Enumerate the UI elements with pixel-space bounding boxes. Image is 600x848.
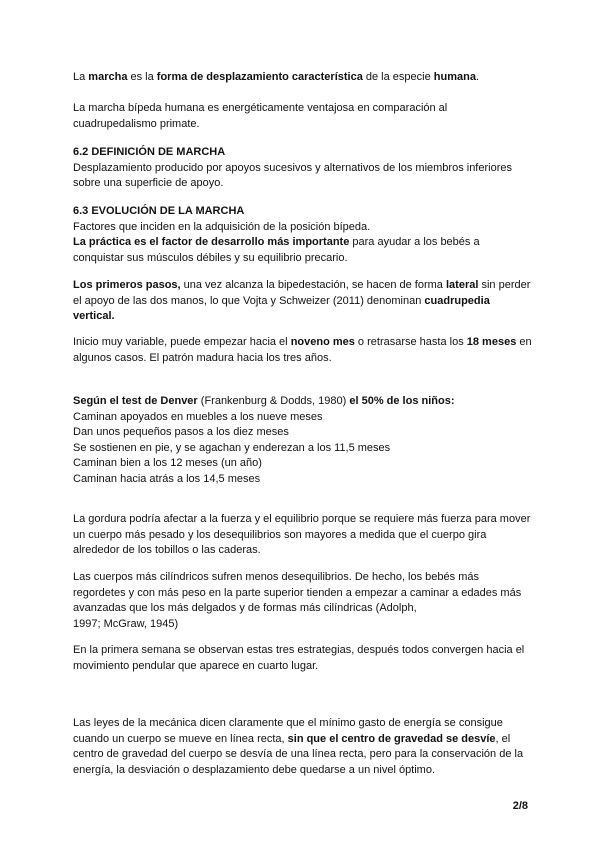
- section-body: Desplazamiento producido por apoyos sucesivos y alternativos de los miembros inferiores sobre una superficie de apoyo.: [73, 161, 512, 189]
- paragraph-body-shape: [73, 570, 533, 632]
- text: de la especie: [362, 71, 434, 83]
- paragraph-onset: [73, 335, 533, 366]
- bold-text: cuadrupedia vertical.: [73, 294, 490, 322]
- list-item: Dan unos pequeños pasos a los diez meses: [73, 426, 289, 438]
- text: una vez alcanza la bipedestación, se hacen de forma: [180, 279, 446, 291]
- bold-text: forma de desplazamiento característica: [156, 71, 363, 83]
- intro-paragraph: [73, 70, 533, 86]
- denver-list: [73, 394, 533, 487]
- text: o retrasarse hasta los: [354, 336, 467, 348]
- text: (Frankenburg & Dodds, 1980): [197, 395, 350, 407]
- list-item: Caminan bien a los 12 meses (un año): [73, 457, 262, 469]
- text: Las cuerpos más cilíndricos sufren menos desequilibrios. De hecho, los bebés más regordetes y con más peso en la parte superior tienden a empezar a caminar a edades más avanzadas que los más delgados y de formas más cilíndricas (Adolph,: [73, 571, 522, 614]
- text: para ayudar a los bebés a conquistar sus músculos débiles y su equilibrio precario.: [73, 236, 480, 264]
- bold-text: Según el test de Denver: [73, 395, 198, 407]
- bold-text: 18 meses: [466, 336, 517, 348]
- section-6-2: [73, 145, 533, 192]
- text: es la: [127, 71, 157, 83]
- section-line: Factores que inciden en la adquisición de la posición bípeda.: [73, 220, 371, 233]
- bold-text: marcha: [88, 71, 128, 83]
- section-heading: 6.3 EVOLUCIÓN DE LA MARCHA: [73, 205, 245, 217]
- bold-text: humana: [433, 71, 476, 83]
- text: , el centro de gravedad del cuerpo se desvía de una línea recta, pero para la conservación de la energía, la desviación o desplazamiento debe quedarse a un nivel óptimo.: [73, 732, 524, 776]
- text: Inicio muy variable, puede empezar hacia el: [73, 336, 291, 348]
- paragraph-mechanics: [73, 716, 533, 778]
- paragraph-bipedal: La marcha bípeda humana es energéticamente ventajosa en comparación al cuadrupedalismo primate.: [73, 102, 448, 130]
- bold-text: Los primeros pasos,: [73, 279, 181, 291]
- section-6-3: [73, 204, 533, 266]
- text: en algunos casos. El patrón madura hacia los tres años.: [73, 336, 532, 364]
- bold-text: el 50% de los niños:: [349, 395, 455, 407]
- bold-text: lateral: [446, 279, 479, 291]
- text: La: [73, 71, 89, 83]
- denver-title: [73, 394, 533, 410]
- list-item: Se sostienen en pie, y se agachan y enderezan a los 11,5 meses: [73, 441, 391, 454]
- bold-text: La práctica es el factor de desarrollo más importante: [73, 236, 350, 248]
- paragraph-strategies: En la primera semana se observan estas tres estrategias, después todos convergen hacia el movimiento pendular que aparece en cuarto lugar.: [73, 644, 525, 672]
- text: .: [475, 71, 480, 83]
- page-number: 2/8: [512, 800, 528, 812]
- section-heading: 6.2 DEFINICIÓN DE MARCHA: [73, 146, 226, 158]
- list-item: Caminan hacia atrás a los 14,5 meses: [73, 472, 261, 485]
- paragraph-weight: La gordura podría afectar a la fuerza y el equilibrio porque se requiere más fuerza para mover un cuerpo más pesado y los desequilibrios son mayores a medida que el cuerpo gira alrededor de los tobillos o las caderas.: [73, 513, 531, 556]
- bold-text: sin que el centro de gravedad se desvíe: [287, 732, 496, 745]
- text: sin perder el apoyo de las dos manos, lo que Vojta y Schweizer (2011) denominan: [73, 279, 531, 307]
- citation: 1997; McGraw, 1945): [73, 617, 179, 630]
- bold-text: noveno mes: [290, 336, 355, 348]
- list-item: Caminan apoyados en muebles a los nueve meses: [73, 410, 323, 423]
- paragraph-first-steps: [73, 278, 533, 325]
- text: Las leyes de la mecánica dicen claramente que el mínimo gasto de energía se consigue cuando un cuerpo se mueve en línea recta,: [73, 717, 503, 745]
